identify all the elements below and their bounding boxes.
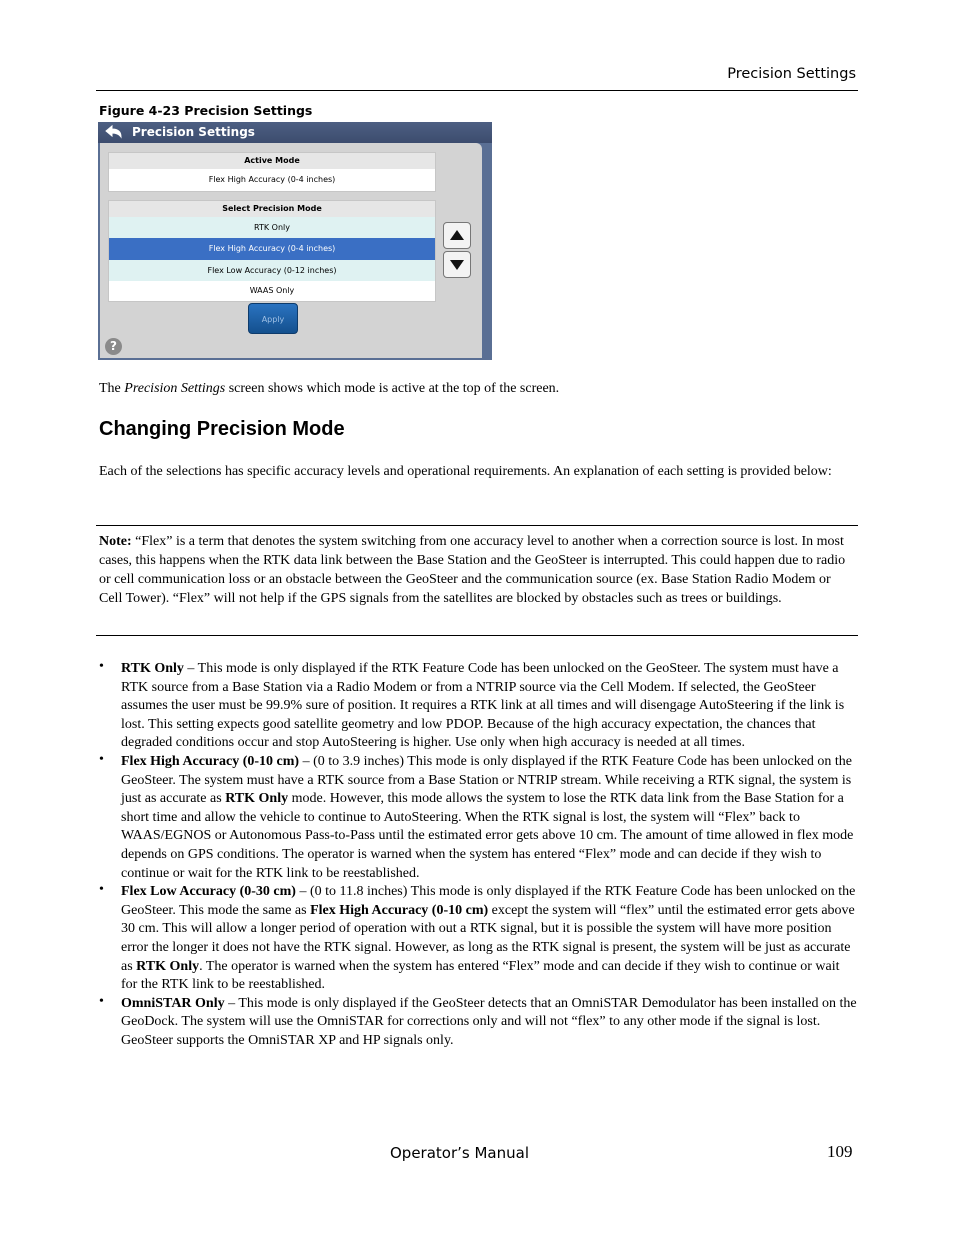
mode-option-flex-high[interactable]: Flex High Accuracy (0-4 inches) [109, 238, 435, 260]
list-item [99, 995, 857, 1051]
precision-settings-screenshot [98, 122, 492, 360]
intro-post: screen shows which mode is active at the top of the screen. [225, 381, 560, 396]
bullet-dot: • [99, 993, 104, 1009]
note-bottom-rule [96, 635, 858, 636]
bullet-text: mode. However, this mode allows the system to lose the RTK data link from the Base Station for a short time and allow the vehicle to continue to AutoSteering. When the RTK signal is lost, the system will “Flex” back to WAAS/EGNOS or Autonomous Pass-to-Pass until the estimated error gets above 10 cm. The amount of time allowed in flex mode depends on GPS conditions. The operator is warned when the system has entered “Flex” mode and can decide if they wish to continue or wait for the RTK link to be reestablished. [121, 791, 854, 881]
section-intro: Each of the selections has specific accuracy levels and operational requirements. An explanation of each setting is provided below: [99, 464, 832, 479]
arrow-up-icon [444, 223, 470, 248]
bullet-text: – (0 to 11.8 inches) This mode is only displayed if the RTK Feature Code has been unlocked on the GeoSteer. This mode the same as [121, 884, 856, 918]
bullet-title: RTK Only [121, 661, 184, 676]
running-header: Precision Settings [727, 66, 856, 82]
list-item [99, 753, 857, 883]
intro-pre: The [99, 381, 125, 396]
list-scroll-buttons [443, 222, 473, 281]
header-rule [96, 90, 858, 91]
screen-title: Precision Settings [132, 125, 255, 139]
active-mode-box [108, 152, 436, 192]
list-item [99, 660, 857, 753]
active-mode-label: Active Mode [109, 153, 435, 169]
apply-button[interactable]: Apply [248, 303, 298, 334]
bullet-text: . The operator is warned when the system has entered “Flex” mode and can decide if they wish to continue or wait for the RTK link to be reestablished. [121, 958, 840, 993]
bullet-text: – (0 to 3.9 inches) This mode is only displayed if the RTK Feature Code has been unlocked on the GeoSteer. The system must have a RTK source from a Base Station or NTRIP stream. While receiving a RTK signal, the system is just as accurate as [121, 753, 853, 807]
mode-descriptions [99, 660, 857, 1050]
panel-edge [482, 143, 492, 360]
note-block [99, 532, 857, 608]
bullet-dot: • [99, 882, 104, 898]
bullet-title: Flex Low Accuracy (0-30 cm) [121, 884, 296, 900]
bullet-dot: • [99, 751, 104, 767]
bullet-text: – This mode is only displayed if the GeoSteer detects that an OmniSTAR Demodulator has been installed on the GeoDock. The system will use the OmniSTAR for corrections only and will not “flex” to any other mode if the signal is lost. GeoSteer supports the OmniSTAR XP and HP signals only. [121, 995, 857, 1048]
bullet-text: – This mode is only displayed if the RTK Feature Code has been unlocked on the GeoSteer. The system must have a RTK source from a Base Station via a Radio Modem or from a NTRIP source via the Cell Modem. If selected, the GeoSteer assumes the user must be 99.9% sure of position. It requires a RTK link at all times and will disengage AutoSteering if the link is lost. This setting expects good satellite geometry and low PDOP. Because of the high accuracy expectation, the chances that degraded conditions occur and stop AutoSteering is higher. Use only when high accuracy is needed at all times. [121, 661, 845, 751]
mode-option-rtk-only[interactable]: RTK Only [109, 217, 435, 238]
screen-titlebar [98, 122, 492, 143]
mode-option-flex-low[interactable]: Flex Low Accuracy (0-12 inches) [109, 260, 435, 281]
section-heading: Changing Precision Mode [99, 418, 345, 440]
bullet-dot: • [99, 659, 104, 674]
scroll-down-button[interactable] [443, 251, 471, 278]
bullet-bold-ref: RTK Only [225, 791, 289, 807]
active-mode-value: Flex High Accuracy (0-4 inches) [109, 169, 435, 191]
mode-option-waas-only[interactable]: WAAS Only [109, 281, 435, 301]
intro-italic: Precision Settings [124, 381, 226, 396]
figure-caption: Figure 4-23 Precision Settings [99, 103, 313, 118]
bullet-title: OmniSTAR Only [121, 995, 225, 1011]
bullet-bold-ref: Flex High Accuracy (0-10 cm) [310, 902, 489, 918]
arrow-down-icon [444, 252, 470, 277]
bullet-bold-ref: RTK Only [136, 958, 200, 974]
note-text: “Flex” is a term that denotes the system switching from one accuracy level to another when a correction source is lost. In most cases, this happens when the RTK data link between the Base Station and the GeoSteer is interrupted. This could happen due to radio or cell communication loss or an obstacle between the GeoSteer and the communication source (ex. Base Station Radio Modem or Cell Tower). “Flex” will not help if the GPS signals from the satellites are blocked by obstacles such as trees or buildings. [99, 534, 846, 606]
note-label: Note: [99, 534, 132, 549]
page-number: 109 [827, 1142, 853, 1161]
precision-mode-list [108, 200, 436, 302]
help-icon[interactable]: ? [105, 338, 122, 355]
note-top-rule [96, 525, 858, 526]
scroll-up-button[interactable] [443, 222, 471, 249]
intro-paragraph [99, 379, 559, 398]
footer-manual-title: Operator’s Manual [390, 1144, 529, 1162]
select-mode-label: Select Precision Mode [109, 201, 435, 217]
list-item [99, 883, 857, 995]
back-arrow-icon[interactable] [102, 124, 124, 140]
screen-body [100, 143, 482, 358]
bullet-title: Flex High Accuracy (0-10 cm) [121, 753, 300, 769]
bullet-text: except the system will “flex” until the estimated error gets above 30 cm. This will allow a longer period of operation with out a RTK signal, but it is possible the system will have more position error the longer it does not have the RTK signal. However, as long as the RTK signal is present, the system will be just as accurate as [121, 902, 855, 974]
